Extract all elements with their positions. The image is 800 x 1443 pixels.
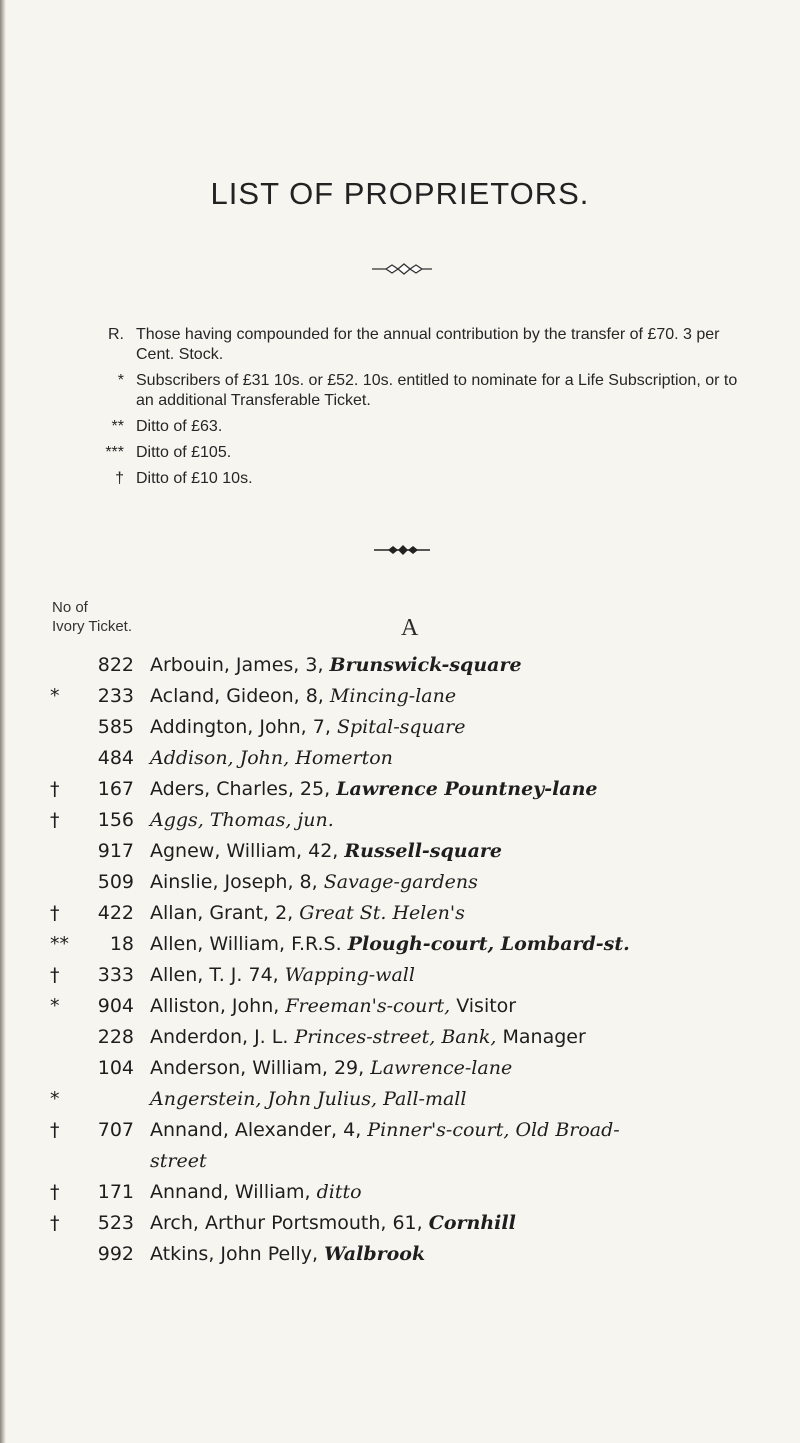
list-item <box>0 805 800 836</box>
list-item <box>0 960 800 991</box>
proprietor-address: Spital-square <box>336 716 466 738</box>
list-item <box>0 650 800 681</box>
ticket-number: 104 <box>97 1057 134 1079</box>
entry-mark: * <box>50 995 60 1017</box>
ornament-divider <box>372 262 432 276</box>
proprietor-address: Cornhill <box>428 1212 516 1234</box>
ticket-number: 333 <box>97 964 134 986</box>
ticket-number: 18 <box>109 933 134 955</box>
proprietor-role: Manager <box>502 1026 586 1048</box>
list-item <box>0 1115 800 1177</box>
proprietor-address: Freeman's-court, <box>285 995 451 1017</box>
list-item <box>0 836 800 867</box>
proprietor-address: Walbrook <box>324 1243 426 1265</box>
note-text: Ditto of £63. <box>136 418 223 435</box>
proprietor-address: ditto <box>316 1181 362 1203</box>
entry-mark: † <box>50 809 60 831</box>
ticket-number: 422 <box>97 902 134 924</box>
ticket-number: 822 <box>97 654 134 676</box>
list-item <box>0 1084 800 1115</box>
proprietor-address: Plough-court, Lombard-st. <box>347 933 630 955</box>
note-item <box>84 371 744 411</box>
note-text: Subscribers of £31 10s. or £52. 10s. entitled to nominate for a Life Subscription, or to an additional Transferable Ticket. <box>136 372 738 409</box>
proprietor-name: Atkins, John Pelly, <box>150 1243 319 1265</box>
proprietor-name: Annand, William, <box>150 1181 311 1203</box>
list-item <box>0 1177 800 1208</box>
ticket-number: 171 <box>97 1181 134 1203</box>
proprietor-name: Anderson, William, 29, <box>150 1057 365 1079</box>
note-item <box>84 443 744 463</box>
proprietor-address: Homerton <box>295 747 393 769</box>
note-symbol: *** <box>105 444 124 461</box>
proprietor-name: Acland, Gideon, 8, <box>150 685 324 707</box>
proprietor-name: Aggs, Thomas, jun. <box>150 809 334 831</box>
ticket-number: 228 <box>97 1026 134 1048</box>
entry-mark: † <box>50 1119 60 1141</box>
entry-mark: † <box>50 778 60 800</box>
entry-mark: † <box>50 1181 60 1203</box>
entry-mark: * <box>50 685 60 707</box>
ticket-number: 585 <box>97 716 134 738</box>
proprietor-name: Addison, John, <box>150 747 290 769</box>
proprietor-address: Russell-square <box>344 840 503 862</box>
page-title: LIST OF PROPRIETORS. <box>210 176 590 211</box>
note-item <box>84 469 744 489</box>
proprietor-address: Pinner's-court, Old Broad-street <box>150 1119 620 1172</box>
proprietor-address: Great St. Helen's <box>299 902 465 924</box>
note-item <box>84 417 744 437</box>
ticket-number: 156 <box>97 809 134 831</box>
list-item <box>0 712 800 743</box>
ticket-number: 917 <box>97 840 134 862</box>
proprietor-address: Lawrence-lane <box>370 1057 513 1079</box>
entry-mark: † <box>50 1212 60 1234</box>
proprietor-name: Annand, Alexander, 4, <box>150 1119 362 1141</box>
note-text: Ditto of £10 10s. <box>136 470 253 487</box>
proprietor-name: Anderdon, J. L. <box>150 1026 289 1048</box>
list-item <box>0 991 800 1022</box>
proprietor-name: Arbouin, James, 3, <box>150 654 324 676</box>
proprietor-name: Allen, William, F.R.S. <box>150 933 342 955</box>
ticket-number: 707 <box>97 1119 134 1141</box>
proprietor-name: Ainslie, Joseph, 8, <box>150 871 318 893</box>
ticket-number: 484 <box>97 747 134 769</box>
list-item <box>0 681 800 712</box>
proprietor-name: Arch, Arthur Portsmouth, 61, <box>150 1212 423 1234</box>
ticket-heading-line: Ivory Ticket. <box>52 618 133 635</box>
proprietor-address: Brunswick-square <box>329 654 522 676</box>
proprietor-address: Wapping-wall <box>284 964 415 986</box>
list-item <box>0 774 800 805</box>
proprietor-name: Addington, John, 7, <box>150 716 331 738</box>
note-text: Those having compounded for the annual contribution by the transfer of £70. 3 per Cent. Stock. <box>136 326 720 363</box>
legend-notes <box>84 325 744 495</box>
proprietor-name: Agnew, William, 42, <box>150 840 339 862</box>
note-text: Ditto of £105. <box>136 444 232 461</box>
entry-mark: * <box>50 1088 60 1110</box>
proprietor-address: Mincing-lane <box>329 685 457 707</box>
section-letter: A <box>401 615 419 641</box>
entry-mark: † <box>50 964 60 986</box>
proprietor-address: Savage-gardens <box>323 871 478 893</box>
proprietor-address: Princes-street, Bank, <box>294 1026 497 1048</box>
proprietor-name: Alliston, John, <box>150 995 280 1017</box>
proprietor-name: Allen, T. J. 74, <box>150 964 279 986</box>
list-item <box>0 1022 800 1053</box>
note-symbol: † <box>115 470 124 487</box>
ticket-number: 509 <box>97 871 134 893</box>
ticket-heading-line: No of <box>52 599 88 616</box>
list-item <box>0 1053 800 1084</box>
ticket-number: 523 <box>97 1212 134 1234</box>
proprietor-address: Pall-mall <box>383 1088 467 1110</box>
entry-mark: † <box>50 902 60 924</box>
ticket-number: 167 <box>97 778 134 800</box>
list-item <box>0 743 800 774</box>
ticket-number: 233 <box>97 685 134 707</box>
note-symbol: * <box>117 372 124 389</box>
proprietor-address: Lawrence Pountney-lane <box>336 778 598 800</box>
list-item <box>0 867 800 898</box>
proprietor-list <box>0 650 800 1270</box>
proprietor-name: Angerstein, John Julius, <box>150 1088 378 1110</box>
ticket-number: 992 <box>97 1243 134 1265</box>
note-symbol: ** <box>111 418 124 435</box>
proprietor-name: Aders, Charles, 25, <box>150 778 331 800</box>
entry-mark: ** <box>50 933 69 955</box>
ornament-divider <box>372 543 432 557</box>
proprietor-role: Visitor <box>456 995 517 1017</box>
list-item <box>0 1239 800 1270</box>
ticket-number: 904 <box>97 995 134 1017</box>
note-item <box>84 325 744 365</box>
list-item <box>0 1208 800 1239</box>
note-symbol: R. <box>108 326 124 343</box>
proprietor-name: Allan, Grant, 2, <box>150 902 294 924</box>
list-item <box>0 929 800 960</box>
list-item <box>0 898 800 929</box>
ticket-column-heading <box>52 598 132 636</box>
